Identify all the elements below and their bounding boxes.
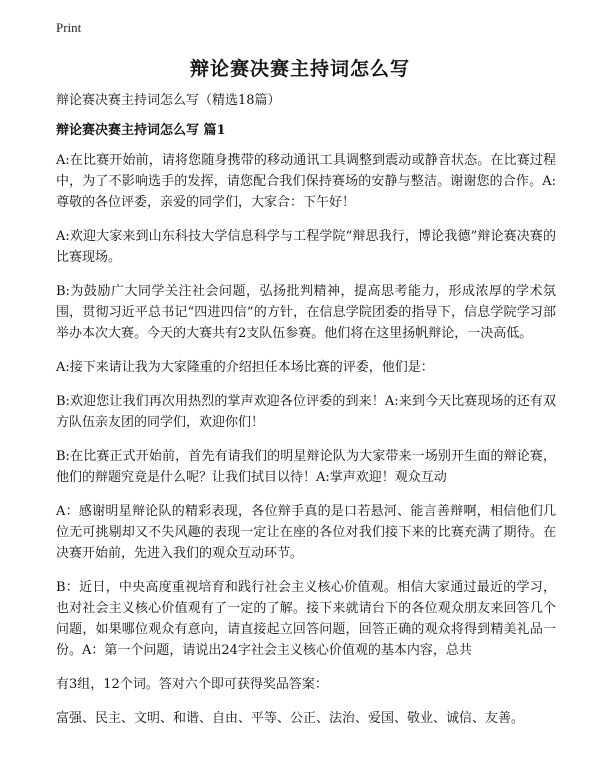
paragraph-9: 有3组，12个词。答对六个即可获得奖品答案： — [56, 677, 328, 692]
paragraph-7: A：感谢明星辩论队的精彩表现，各位辩手真的是口若悬河、能言善辩啊，相信他们几位无可挑剔却又不失风趣的表现一定让在座的各位对我们接下来的比赛充满了期待。在决赛开始前，先进入我们的观众互动环节。 — [56, 504, 556, 561]
paragraph-5: B:欢迎您让我们再次用热烈的掌声欢迎各位评委的到来！A:来到今天比赛现场的还有双方队伍亲友团的同学们，欢迎你们！ — [56, 394, 556, 430]
document-body — [56, 92, 556, 742]
print-label: Print — [56, 20, 82, 35]
paragraph-6: B:在比赛正式开始前，首先有请我们的明星辩论队为大家带来一场别开生面的辩论赛，他们的辩题究竟是什么呢？让我们拭目以待！A:掌声欢迎！观众互动 — [56, 449, 556, 485]
paragraph-3: B:为鼓励广大同学关注社会问题，弘扬批判精神，提高思考能力，形成浓厚的学术氛围，贯彻习近平总书记“四进四信”的方针，在信息学院团委的指导下，信息学院学习部举办本次大赛。今天的大赛共有2支队伍参赛。他们将在这里扬帆辩论，一决高低。 — [56, 284, 556, 341]
document-subtitle: 辩论赛决赛主持词怎么写（精选18篇） — [56, 93, 281, 108]
paragraph-4: A:接下来请让我为大家隆重的介绍担任本场比赛的评委，他们是： — [56, 360, 434, 375]
paragraph-2: A:欢迎大家来到山东科技大学信息科学与工程学院“辩思我行，博论我德”辩论赛决赛的比赛现场。 — [56, 229, 556, 265]
document-title: 辩论赛决赛主持词怎么写 — [189, 58, 410, 80]
paragraph-1: A:在比赛开始前，请将您随身携带的移动通讯工具调整到震动或静音状态。在比赛过程中，为了不影响选手的发挥，请您配合我们保持赛场的安静与整洁。谢谢您的合作。A:尊敬的各位评委，亲爱的同学们，大家合：下午好！ — [56, 153, 556, 210]
paragraph-10: 富强、民主、文明、和谐、自由、平等、公正、法治、爱国、敬业、诚信、友善。 — [56, 711, 525, 726]
section-heading: 辩论赛决赛主持词怎么写 篇1 — [56, 123, 226, 138]
paragraph-8: B：近日，中央高度重视培育和践行社会主义核心价值观。相信大家通过最近的学习，也对社会主义核心价值观有了一定的了解。接下来就请台下的各位观众朋友来回答几个问题，如果哪位观众有意向，请直接起立回答问题，回答正确的观众将得到精美礼品一份。A：第一个问题，请说出24字社会主义核心价值观的基本内容，总共 — [56, 580, 556, 658]
